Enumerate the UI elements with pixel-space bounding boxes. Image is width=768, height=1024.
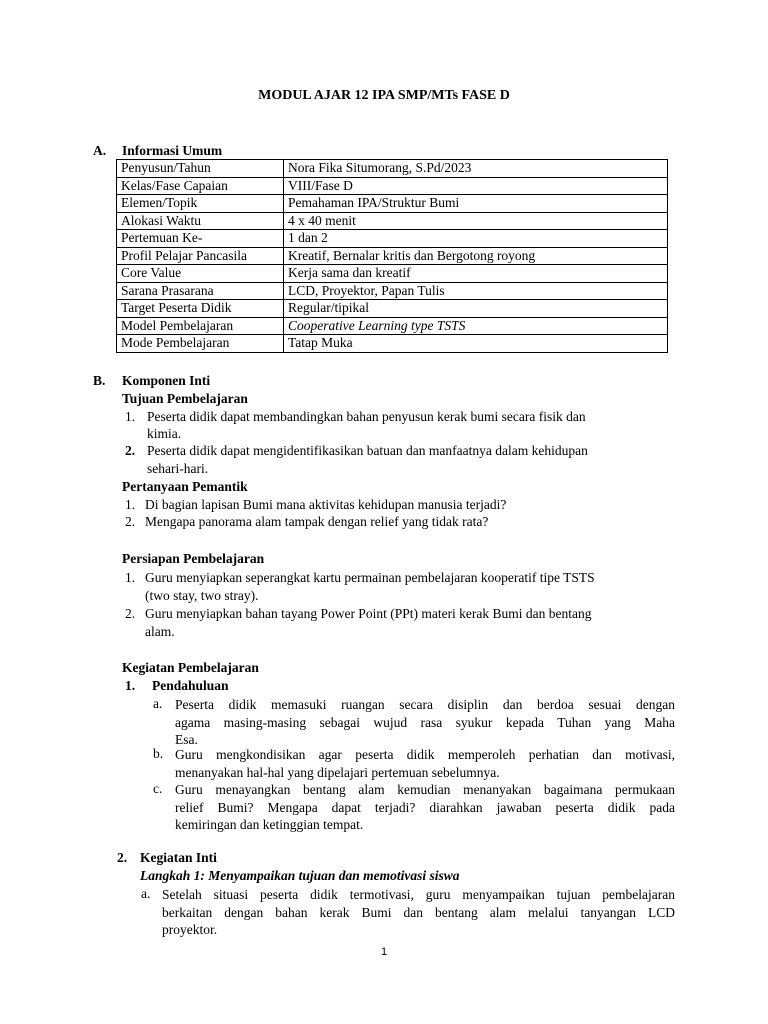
text-line: Peserta didik memasuki ruangan secara disiplin dan berdoa sesuai dengan: [175, 697, 675, 712]
list-item-text: Peserta didik dapat mengidentifikasikan batuan dan manfaatnya dalam kehidupan: [147, 443, 588, 458]
table-row: [117, 212, 668, 230]
list-number: 1.: [125, 409, 136, 424]
inti-number: 2.: [117, 850, 128, 865]
inti-heading: Kegiatan Inti: [140, 850, 217, 865]
list-item-text: [175, 696, 675, 749]
table-key: Sarana Prasarana: [117, 282, 284, 300]
list-number: 2.: [125, 606, 136, 621]
list-number: 2.: [125, 443, 136, 458]
table-value: LCD, Proyektor, Papan Tulis: [284, 282, 668, 300]
table-row: [117, 195, 668, 213]
table-key: Model Pembelajaran: [117, 317, 284, 335]
list-letter: a.: [141, 886, 151, 901]
table-row: [117, 265, 668, 283]
table-row: [117, 282, 668, 300]
table-key: Penyusun/Tahun: [117, 160, 284, 178]
list-item-text: alam.: [145, 624, 175, 639]
persiapan-heading: Persiapan Pembelajaran: [122, 551, 265, 566]
list-item-text: [175, 781, 675, 834]
table-row: [117, 160, 668, 178]
list-item-text: sehari-hari.: [147, 461, 209, 476]
text-line: relief Bumi? Mengapa dapat terjadi? diarahkan jawaban peserta didik pada: [175, 799, 675, 815]
table-key: Pertemuan Ke-: [117, 230, 284, 248]
table-row: [117, 230, 668, 248]
list-letter: c.: [153, 781, 163, 796]
table-row: [117, 300, 668, 318]
table-value: Tatap Muka: [284, 335, 668, 353]
table-row: [117, 247, 668, 265]
text-line: proyektor.: [162, 922, 218, 937]
text-line: berkaitan dengan bahan kerak Bumi dan bentang alam melalui tanyangan LCD: [162, 904, 675, 920]
kegiatan-heading: Kegiatan Pembelajaran: [122, 660, 259, 675]
section-b-heading: Komponen Inti: [122, 373, 211, 388]
table-key: Kelas/Fase Capaian: [117, 177, 284, 195]
list-item-text: [175, 746, 675, 781]
list-number: 2.: [125, 514, 136, 529]
table-key: Alokasi Waktu: [117, 212, 284, 230]
table-key: Target Peserta Didik: [117, 300, 284, 318]
list-item-text: kimia.: [147, 426, 182, 441]
section-a-heading: Informasi Umum: [122, 143, 223, 158]
list-item-text: Guru menyiapkan bahan tayang Power Point (PPt) materi kerak Bumi dan bentang: [145, 606, 592, 621]
list-item-text: [162, 886, 675, 939]
list-number: 1.: [125, 570, 136, 585]
document-title: MODUL AJAR 12 IPA SMP/MTs FASE D: [258, 88, 510, 103]
list-letter: b.: [153, 746, 164, 761]
section-b-letter: B.: [93, 373, 106, 388]
table-row: [117, 177, 668, 195]
table-row: [117, 335, 668, 353]
list-letter: a.: [153, 696, 163, 711]
table-value: 4 x 40 menit: [284, 212, 668, 230]
table-value: Nora Fika Situmorang, S.Pd/2023: [284, 160, 668, 178]
table-key: Mode Pembelajaran: [117, 335, 284, 353]
list-item-text: Mengapa panorama alam tampak dengan relief yang tidak rata?: [145, 514, 489, 529]
tujuan-heading: Tujuan Pembelajaran: [122, 391, 248, 406]
table-key: Profil Pelajar Pancasila: [117, 247, 284, 265]
list-item-text: Di bagian lapisan Bumi mana aktivitas kehidupan manusia terjadi?: [145, 497, 507, 512]
text-line: Guru menayangkan bentang alam kemudian menanyakan bagaimana permukaan: [175, 782, 675, 797]
text-line: menanyakan hal-hal yang dipelajari pertemuan sebelumnya.: [175, 764, 500, 780]
text-line: Guru mengkondisikan agar peserta didik memperoleh perhatian dan motivasi,: [175, 747, 675, 762]
pendahuluan-heading: Pendahuluan: [152, 678, 229, 693]
section-a-letter: A.: [93, 143, 107, 158]
pendahuluan-number: 1.: [125, 678, 136, 693]
list-item-text: Peserta didik dapat membandingkan bahan penyusun kerak bumi secara fisik dan: [147, 409, 586, 424]
page-number: 1: [380, 946, 388, 958]
list-item-text: Guru menyiapkan seperangkat kartu permainan pembelajaran kooperatif tipe TSTS: [145, 570, 595, 585]
text-line: kemiringan dan ketinggian tempat.: [175, 817, 364, 832]
table-value: Kerja sama dan kreatif: [284, 265, 668, 283]
table-value: 1 dan 2: [284, 230, 668, 248]
table-value: Cooperative Learning type TSTS: [284, 317, 668, 335]
table-row: [117, 317, 668, 335]
table-value: VIII/Fase D: [284, 177, 668, 195]
table-value: Pemahaman IPA/Struktur Bumi: [284, 195, 668, 213]
info-table: [116, 159, 668, 353]
table-key: Elemen/Topik: [117, 195, 284, 213]
text-line: Esa.: [175, 732, 198, 747]
table-key: Core Value: [117, 265, 284, 283]
list-item-text: (two stay, two stray).: [145, 588, 259, 603]
table-value: Kreatif, Bernalar kritis dan Bergotong royong: [284, 247, 668, 265]
table-value: Regular/tipikal: [284, 300, 668, 318]
text-line: agama masing-masing sebagai wujud rasa syukur kepada Tuhan yang Maha: [175, 714, 675, 730]
text-line: Setelah situasi peserta didik termotivasi, guru menyampaikan tujuan pembelajaran: [162, 887, 675, 902]
pemantik-heading: Pertanyaan Pemantik: [122, 479, 248, 494]
list-number: 1.: [125, 497, 136, 512]
langkah-heading: Langkah 1: Menyampaikan tujuan dan memotivasi siswa: [140, 868, 460, 883]
